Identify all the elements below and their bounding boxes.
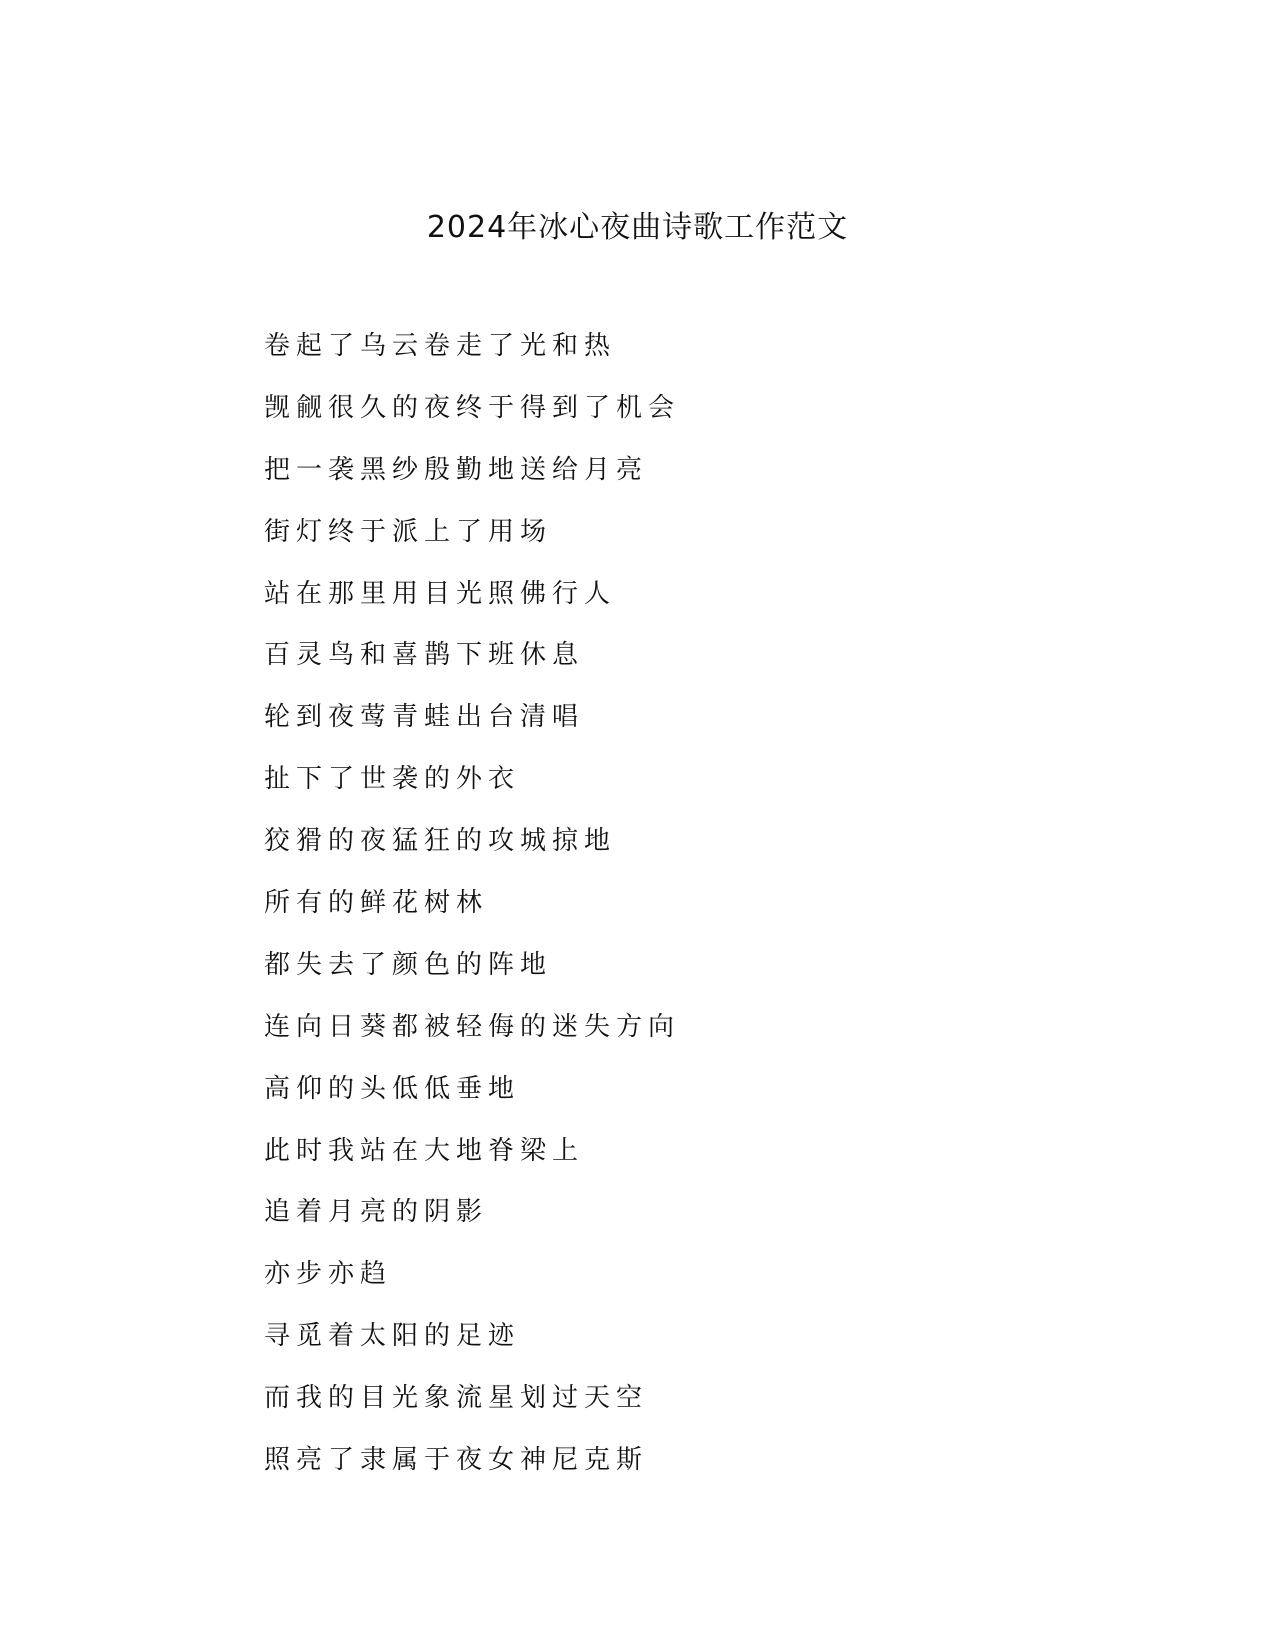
poem-body [264, 330, 680, 1506]
poem-line: 亦步亦趋 [264, 1259, 393, 1290]
poem-line: 所有的鲜花树林 [264, 888, 489, 919]
poem-line: 扯下了世袭的外衣 [264, 764, 521, 795]
poem-line: 而我的目光象流星划过天空 [264, 1383, 649, 1414]
poem-line: 追着月亮的阴影 [264, 1197, 489, 1228]
poem-line: 寻觅着太阳的足迹 [264, 1321, 521, 1352]
poem-line: 百灵鸟和喜鹊下班休息 [264, 640, 585, 671]
poem-line: 照亮了隶属于夜女神尼克斯 [264, 1445, 649, 1476]
poem-line: 把一袭黑纱殷勤地送给月亮 [264, 454, 649, 485]
poem-line: 都失去了颜色的阵地 [264, 949, 553, 980]
poem-line: 觊觎很久的夜终于得到了机会 [264, 392, 681, 423]
poem-line: 连向日葵都被轻侮的迷失方向 [264, 1011, 681, 1042]
poem-line: 轮到夜莺青蛙出台清唱 [264, 702, 585, 733]
poem-line: 此时我站在大地脊梁上 [264, 1135, 585, 1166]
document-title: 2024年冰心夜曲诗歌工作范文 [426, 210, 849, 245]
poem-line: 站在那里用目光照佛行人 [264, 578, 617, 609]
poem-line: 狡猾的夜猛狂的攻城掠地 [264, 826, 617, 857]
poem-line: 卷起了乌云卷走了光和热 [264, 331, 617, 361]
poem-line: 街灯终于派上了用场 [264, 516, 553, 547]
poem-line: 高仰的头低低垂地 [264, 1073, 521, 1104]
